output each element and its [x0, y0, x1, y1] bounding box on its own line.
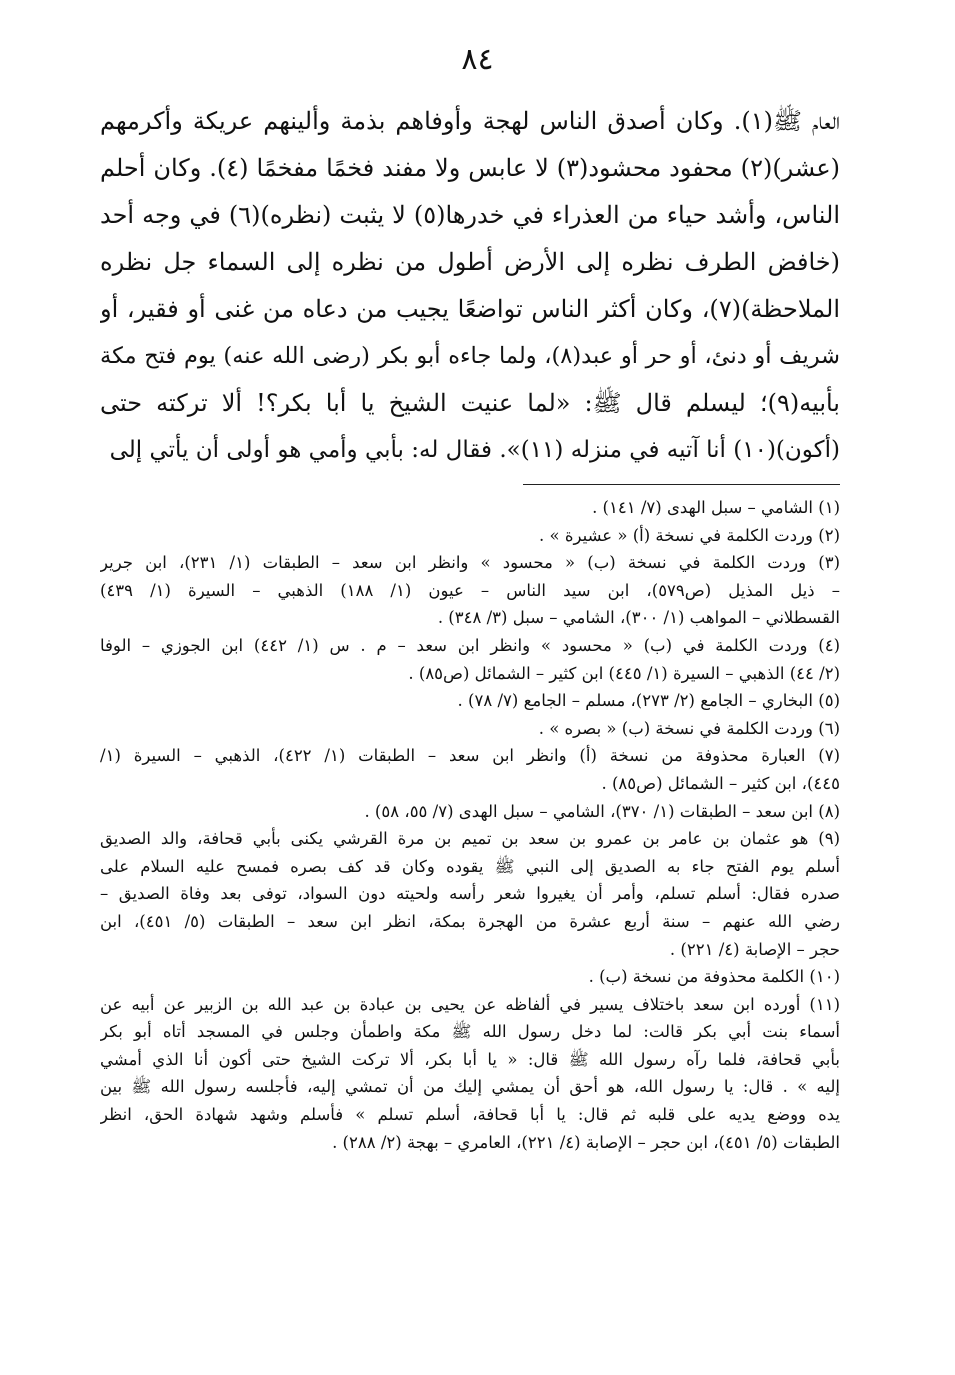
footnote-line: صدره فقال: أسلم تسلم، وأمر أن يغيروا شعر رأسه ولحيته دون السواد، توفى بعد وفاة الصديق – [100, 884, 840, 904]
footnote-line: (٢/ ٤٤) الذهبي – السيرة (١/ ٤٤٥) ابن كثير – الشمائل (ص٨٥) . [408, 663, 840, 683]
footnote-line: (١٠) الكلمة محذوفة من نسخة (ب) . [588, 967, 840, 987]
footnote-line: (١١) أورده ابن سعد باختلاف يسير في ألفاظه عن يحيى بن عبادة بن عبد الله بن الزبير عن أبيه عن [100, 994, 840, 1014]
footnote-line: حجر – الإصابة (٤/ ٢٢١) . [669, 939, 840, 959]
footnote-line: (٥) البخاري – الجامع (٢/ ٢٧٣)، مسلم – الجامع (٧/ ٧٨) . [457, 691, 840, 711]
footnote-line: إليه » . قال: يا رسول الله، هو أحق أن يمشي إليك من أن تمشي إليه، فأجلسه رسول الله ﷺ بين [100, 1077, 840, 1097]
footnote-line: بأبي قحافة، فلما رآه رسول الله ﷺ قال: « يا أبا بكر، ألا تركت الشيخ حتى أكون أنا الذي أمشي [100, 1049, 840, 1069]
footnote-line: يده ووضع يديه على قلبه ثم قال: يا أبا قحافة، أسلم تسلم » فأسلم وشهد شهادة الحق، انظر [100, 1105, 840, 1125]
footnote-line: (٧) العبارة محذوفة من نسخة (أ) وانظر ابن سعد – الطبقات (١/ ٤٢٢)، الذهبي – السيرة (١/ [100, 746, 840, 766]
main-text-line: بأبيه(٩)؛ ليسلم قال ﷺ: «لما عنيت الشيخ يا أبا بكر؟! ألا تركته حتى [100, 389, 840, 417]
page-number: ٨٤ [461, 42, 494, 77]
footnote-line: الطبقات (٥/ ٤٥١)، ابن حجر – الإصابة (٤/ ٢٢١)، العامري – بهجة (٢/ ٢٨٨) . [332, 1132, 840, 1152]
footnote-line: (١) الشامي – سبل الهدى (٧/ ١٤١) . [592, 498, 840, 517]
footnote-line: (٣) وردت الكلمة في نسخة (ب) « محسود » وانظر ابن سعد – الطبقات (١/ ٢٣١)، ابن جرير [100, 553, 840, 573]
footnote-line: (٤) وردت الكلمة في (ب) « محسود » وانظر ابن سعد – م . س (١/ ٤٤٢) ابن الجوزي – الوفا [100, 635, 840, 655]
main-text-line: الناس، وأشد حياء من العذراء في خدرها(٥) لا يثبت (نظره)(٦) في وجه أحد [100, 201, 840, 229]
footnote-line: ٤٤٥)، ابن كثير – الشمائل (ص٨٥) . [601, 773, 840, 793]
footnote-line: أسماء بنت أبي بكر قالت: لما دخل رسول الله ﷺ مكة واطمأن وجلس في المسجد أتاه أبو بكر [100, 1022, 840, 1042]
main-text-line: شريف أو دنئ، أو حر أو عبد(٨)، ولما جاءه أبو بكر (رضى الله عنه) يوم فتح مكة [100, 343, 840, 369]
footnote-line: رضي الله عنهم – سنة أربع عشرة من الهجرة بمكة، انظر ابن سعد – الطبقات (٥/ ٤٥١)، ابن [100, 911, 840, 931]
main-text-line: (خافض الطرف نظره إلى الأرض أطول من نظره إلى السماء جل نظره [100, 248, 840, 276]
footnote-line: أسلم يوم الفتح جاء به الصديق إلى النبي ﷺ يقوده وكان قد كف بصره فمسح عليه السلام على [100, 856, 840, 876]
footnote-line: القسطلاني – المواهب (١/ ٣٠٠)، الشامي – سبل (٣/ ٣٤٨) . [437, 608, 840, 628]
footnote-line: (٩) هو عثمان بن عامر بن عمرو بن سعد بن تميم بن مرة القرشي يكنى بأبي قحافة، والد الصديق [100, 829, 840, 849]
footnote-divider [523, 484, 840, 485]
footnote-line: (٨) ابن سعد – الطبقات (١/ ٣٧٠)، الشامي – سبل الهدى (٧/ ٥٥، ٥٨) . [364, 801, 840, 821]
main-text-line: (أكون)(١٠) أنا آتيه في منزله (١١)». فقال له: بأبي وأمي هو أولى أن يأتي إلى [109, 437, 840, 463]
footnote-line: (٢) وردت الكلمة في نسخة (أ) « عشيرة » . [539, 525, 840, 545]
footnote-line: – ذيل المذيل (ص٥٧٩)، ابن سيد الناس – عيون (١/ ١٨٨) الذهبي – السيرة (١/ ٤٣٩) [100, 580, 840, 600]
main-text-line: الملاحظة)(٧)، وكان أكثر الناس تواضعًا يجيب من دعاه من غنى أو فقير، أو [100, 295, 840, 323]
main-text [100, 98, 840, 474]
main-text-line: العام ﷺ(١). وكان أصدق الناس لهجة وأوفاهم بذمة وألينهم عريكة وأكرمهم [100, 107, 840, 135]
footnote-line: (٦) وردت الكلمة في نسخة (ب) « بصره » . [538, 718, 840, 738]
main-text-line: (عشر)(٢) محفود محشود(٣) لا عابس ولا مفند فخمًا مفخمًا (٤). وكان أحلم [100, 154, 840, 182]
footnotes [100, 494, 840, 1156]
